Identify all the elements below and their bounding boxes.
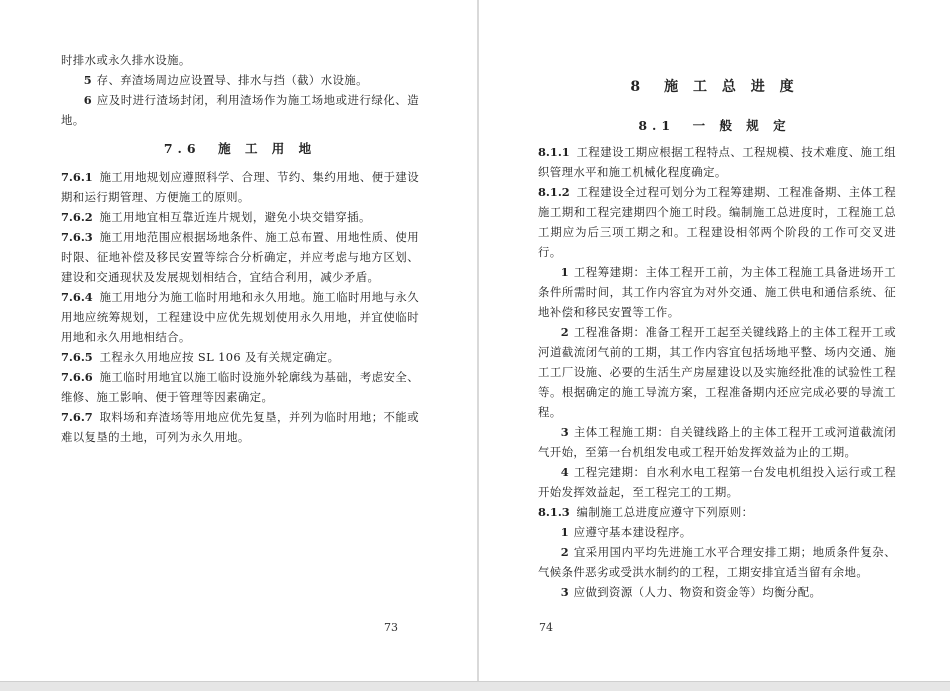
list-item	[538, 262, 896, 322]
clause-7-6-1	[61, 167, 419, 207]
list-item	[61, 70, 419, 90]
list-item-number: 2	[560, 325, 570, 339]
clause-7-6-7	[61, 407, 419, 447]
list-item-text: 工程筹建期：主体工程开工前，为主体工程施工具备进场开工条件所需时间，其工作内容宜为对外交通、施工供电和通信系统、征地补偿和移民安置等工作。	[538, 265, 896, 319]
clause-text: 工程建设全过程可划分为工程筹建期、工程准备期、主体工程施工期和工程完建期四个施工时段。编制施工总进度时，工程施工总工期应为后三项工期之和。工程建设相邻两个阶段的工作可交叉进行。	[538, 185, 896, 259]
list-item-text: 工程完建期：自水利水电工程第一台发电机组投入运行或工程开始发挥效益起，至工程完工的工期。	[538, 465, 896, 499]
chapter-title: 8 施 工 总 进 度	[630, 79, 799, 95]
clause-8-1-1	[538, 142, 896, 182]
clause-number: 7.6.5	[61, 350, 93, 364]
clause-number: 7.6.2	[61, 210, 93, 224]
clause-number: 8.1.1	[538, 145, 570, 159]
section-title-7-6: 7.6 施 工 用 地	[163, 141, 317, 156]
clause-8-1-2	[538, 182, 896, 262]
list-item-text: 存、弃渣场周边应设置导、排水与挡（截）水设施。	[96, 73, 368, 87]
list-item-number: 3	[560, 585, 570, 599]
list-item-text: 主体工程施工期：自关键线路上的主体工程开工或河道截流闭气开始，至第一台机组发电或工程开始发挥效益为止的工期。	[538, 425, 896, 459]
clause-number: 7.6.1	[61, 170, 93, 184]
left-page-content	[61, 50, 419, 447]
page-number: 73	[384, 621, 398, 634]
clause-text: 施工用地分为施工临时用地和永久用地。施工临时用地与永久用地应统筹规划，工程建设中应优先规划使用永久用地，并宜使临时用地和永久用地相结合。	[61, 290, 419, 344]
left-page	[0, 0, 477, 681]
list-item-text: 应及时进行渣场封闭，利用渣场作为施工场地或进行绿化、造地。	[61, 93, 419, 127]
list-item-text: 应遵守基本建设程序。	[573, 525, 692, 539]
clause-7-6-3	[61, 227, 419, 287]
list-item-number: 2	[560, 545, 570, 559]
clause-text: 编制施工总进度应遵守下列原则：	[576, 505, 754, 519]
list-item	[538, 462, 896, 502]
list-item-text: 宜采用国内平均先进施工水平合理安排工期；地质条件复杂、气候条件恶劣或受洪水制约的工程，工期安排宜适当留有余地。	[538, 545, 896, 579]
list-item-text: 应做到资源（人力、物资和资金等）均衡分配。	[573, 585, 822, 599]
clause-number: 7.6.3	[61, 230, 93, 244]
clause-7-6-5	[61, 347, 419, 367]
clause-7-6-4	[61, 287, 419, 347]
clause-text: 施工临时用地宜以施工临时设施外轮廓线为基础，考虑安全、维修、施工影响、便于管理等因素确定。	[61, 370, 419, 404]
clause-number: 8.1.2	[538, 185, 570, 199]
clause-number: 7.6.7	[61, 410, 93, 424]
list-item-number: 3	[560, 425, 570, 439]
clause-text: 施工用地规划应遵照科学、合理、节约、集约用地、便于建设期和运行期管理、方便施工的原则。	[61, 170, 419, 204]
list-item-number: 5	[83, 73, 93, 87]
clause-number: 7.6.6	[61, 370, 93, 384]
clause-7-6-6	[61, 367, 419, 407]
clause-text: 工程永久用地应按 SL 106 及有关规定确定。	[99, 350, 340, 364]
clause-number: 7.6.4	[61, 290, 93, 304]
section-title-8-1: 8.1 一 般 规 定	[638, 118, 791, 133]
list-item-number: 6	[83, 93, 93, 107]
list-item	[538, 542, 896, 582]
list-item-text: 工程准备期：准备工程开工起至关键线路上的主体工程开工或河道截流闭气前的工期，其工作内容宜包括场地平整、场内交通、施工工厂设施、必要的生活生产房屋建设以及实施经批准的试验性工程等。根据确定的施工导流方案，工程准备期内还应完成必要的导流工程。	[538, 325, 896, 419]
list-item	[538, 422, 896, 462]
list-item-number: 4	[560, 465, 570, 479]
page-number: 74	[539, 621, 553, 634]
list-item	[538, 322, 896, 422]
right-page	[479, 0, 950, 681]
list-item	[61, 90, 419, 130]
list-item	[538, 522, 896, 542]
clause-text: 施工用地宜相互靠近连片规划，避免小块交错穿插。	[99, 210, 371, 224]
right-page-content	[538, 142, 896, 602]
clause-text: 工程建设工期应根据工程特点、工程规模、技术难度、施工组织管理水平和施工机械化程度确定。	[538, 145, 896, 179]
clause-8-1-3	[538, 502, 896, 522]
clause-text: 取料场和弃渣场等用地应优先复垦，并列为临时用地；不能或难以复垦的土地，可列为永久用地。	[61, 410, 419, 444]
continuation-line: 时排水或永久排水设施。	[61, 53, 191, 67]
viewer-bottom-bar	[0, 681, 950, 691]
list-item	[538, 582, 896, 602]
clause-text: 施工用地范围应根据场地条件、施工总布置、用地性质、使用时限、征地补偿及移民安置等综合分析确定，并应考虑与地方区划、建设和交通现状及发展规划相结合，宜结合利用，减少矛盾。	[61, 230, 419, 284]
clause-7-6-2	[61, 207, 419, 227]
list-item-number: 1	[560, 265, 570, 279]
list-item-number: 1	[560, 525, 570, 539]
clause-number: 8.1.3	[538, 505, 570, 519]
